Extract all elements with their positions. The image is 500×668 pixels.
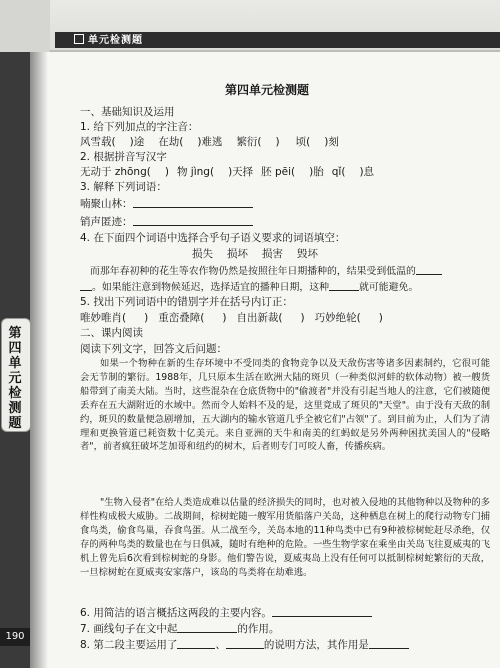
question-1: 1. 给下列加点的字注音： — [80, 121, 199, 133]
term-a — [80, 196, 253, 211]
answer-blank[interactable] — [416, 263, 442, 275]
word-choices — [192, 247, 318, 261]
question-5-items — [80, 311, 383, 325]
question-4: 4. 在下面四个词语中选择合乎句子语义要求的词语填空： — [80, 232, 346, 244]
question-7 — [80, 621, 279, 636]
word-choice: 损坏 — [227, 248, 248, 260]
question-text: 8. 第二段主要运用了 — [80, 639, 178, 651]
item-text: ) — [275, 136, 280, 148]
word-choice: 毁坏 — [297, 248, 318, 260]
item-text: ) — [300, 312, 305, 324]
item-text: qǐ( — [331, 166, 346, 178]
question-text: 的作用。 — [237, 623, 280, 635]
item-text: ) — [222, 312, 227, 324]
item-text: 在劫( — [158, 136, 184, 148]
item-text: )胎 — [309, 166, 324, 178]
answer-blank[interactable] — [329, 279, 359, 291]
item-text: )难逃 — [197, 136, 223, 148]
left-margin-fade — [30, 52, 48, 668]
item-text: ) — [144, 312, 149, 324]
fill-sentence-1 — [80, 263, 442, 279]
reading-paragraph-2: "生物入侵者"在给人类造成难以估量的经济损失的同时，也对被入侵地的其他物种以及物种的多样性构成极大威胁。二战期间，棕树蛇随一艘军用货船落户关岛，这种栖息在树上的爬行动物专门捕食鸟类，偷食鸟巢，吞食鸟蛋。从二战至今，关岛本地的11种鸟类中已有9种被棕树蛇赶尽杀绝，仅存的两种鸟类的数量也在与日俱减，随时有绝种的危险。一些生物学家在乘坐由关岛飞往夏威夷的飞机上曾先后6次看到棕树蛇的身影。他们警告说，夏威夷岛上没有任何可以抵制棕树蛇繁衍的天敌，一旦棕树蛇在夏威夷安家落户，该岛的鸟类将在劫难逃。 — [80, 497, 490, 578]
item-text: ) — [378, 312, 383, 324]
header-title-text: 单元检测题 — [88, 35, 143, 46]
section-heading: 二、课内阅读 — [80, 327, 143, 339]
question-6 — [80, 605, 372, 620]
item-text: )息 — [359, 166, 375, 178]
item-text: 胚 pēi( — [261, 166, 296, 178]
item-text: 风雪载( — [80, 136, 116, 148]
item-text: )天择 — [228, 166, 254, 178]
term-label: 喃聚山林： — [80, 198, 133, 210]
answer-blank[interactable] — [133, 214, 253, 226]
term-label: 销声匿迹： — [80, 216, 133, 228]
question-text: 的说明方法，其作用是 — [263, 639, 369, 651]
page-number: 190 — [0, 628, 30, 646]
question-2-items — [80, 165, 374, 179]
question-3: 3. 解释下列词语： — [80, 181, 167, 193]
side-title: 第四单元检测题 — [8, 326, 22, 431]
sentence-text: 就可能避免。 — [359, 282, 419, 293]
answer-blank[interactable] — [80, 279, 92, 291]
item-text: 顷( — [295, 136, 311, 148]
reading-paragraph-1: 如果一个物种在新的生存环境中不受同类的食物竞争以及天敌伤害等诸多因素制约，它很可能会无节制的繁衍。1988年，几只原本生活在欧洲大陆的斑贝（一种类似河蚌的软体动物）被一艘货船带到了南美大陆。当时，这些混杂在仓底货物中的"偷渡者"并没有引起当地人的注意，它们被随便丢弃在五大湖附近的水域中。然而令人始料不及的是，这里竟成了斑贝的"天堂"。由于没有天敌的制约，斑贝的数量便急剧增加，五大湖内的输水管道几乎全被它们"占领"了。到目前为止，人们为了清理和更换管道已耗资数十亿美元。来自亚洲的天牛和南美的红蚂蚁是另外两种困扰美国人的"侵略者"，前者疯狂破坏芝加哥和纽约的树木，后者则专门可咬人畜，传播疾病。 — [80, 358, 490, 453]
question-2: 2. 根据拼音写汉字 — [80, 151, 167, 163]
item-text: ) — [164, 166, 169, 178]
answer-blank[interactable] — [272, 605, 372, 617]
item-text: 自出新裁( — [236, 312, 283, 324]
sentence-text: 。如果能注意到物候延迟，选择适宜的播种日期，这种 — [92, 282, 330, 293]
answer-blank[interactable] — [177, 621, 237, 633]
word-choice: 损害 — [262, 248, 283, 260]
question-text: 6. 用简洁的语言概括这两段的主要内容。 — [80, 607, 272, 619]
question-8 — [80, 637, 409, 652]
item-text: 巧妙绝轮( — [314, 312, 361, 324]
answer-blank[interactable] — [133, 196, 253, 208]
answer-blank[interactable] — [369, 637, 409, 649]
question-text: 、 — [215, 639, 226, 651]
item-text: 无动于 zhōng( — [80, 166, 151, 178]
term-b — [80, 214, 253, 229]
header-corner — [0, 0, 50, 52]
word-choice: 损失 — [192, 248, 213, 260]
item-text: 物 jìng( — [176, 166, 215, 178]
question-1-items — [80, 135, 339, 149]
question-5: 5. 找出下列词语中的错别字并在括号内订正： — [80, 296, 293, 308]
sentence-text: 而那年春初种的花生等农作物仍然是按照往年日期播种的，结果受到低温的 — [90, 266, 416, 277]
item-text: 重峦叠障( — [158, 312, 205, 324]
item-text: )刻 — [324, 136, 339, 148]
fill-sentence-2 — [80, 279, 418, 295]
item-text: 唯妙唯肖( — [80, 312, 127, 324]
page-title: 第四单元检测题 — [225, 83, 310, 97]
checkbox-icon — [74, 34, 84, 44]
section-heading: 一、基础知识及运用 — [80, 106, 175, 118]
item-text: 繁衍( — [236, 136, 262, 148]
reading-prompt: 阅读下列文字，回答文后问题： — [80, 343, 227, 355]
question-text: 7. 画线句子在文中起 — [80, 623, 178, 635]
answer-blank[interactable] — [226, 637, 264, 649]
header-title — [74, 34, 143, 48]
item-text: )途 — [129, 136, 145, 148]
answer-blank[interactable] — [177, 637, 215, 649]
